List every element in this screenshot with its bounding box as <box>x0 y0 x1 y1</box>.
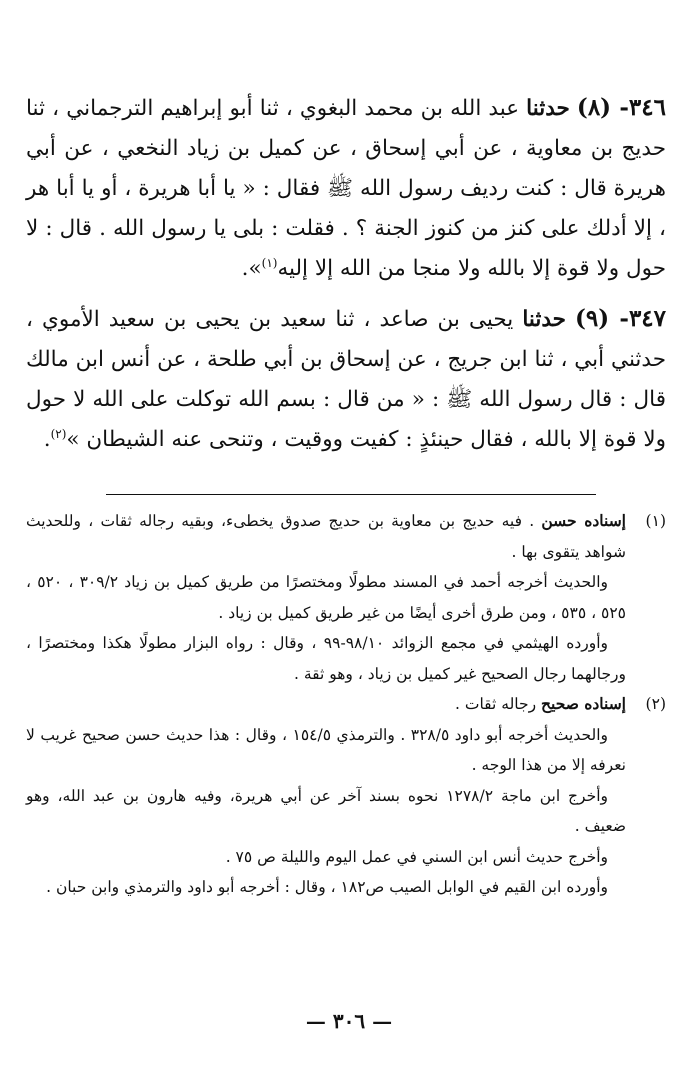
footnote-ref: (١) <box>261 255 278 270</box>
hadith-347 <box>26 299 666 460</box>
hadith-closing: . <box>43 427 51 452</box>
footnote-lead: إسناده حسن <box>541 511 626 530</box>
hadith-number: ٣٤٦- (٨) <box>576 94 666 121</box>
footnote-paragraph: وأورده الهيثمي في مجمع الزوائد ٩٨/١٠-٩٩ ، وقال : رواه البزار مطولًا هكذا ومختصرًا ، ورجالهما رجال الصحيح غير كميل بن زياد ، وهو ثقة . <box>26 634 626 683</box>
footnote-paragraph <box>26 506 626 567</box>
footnote-paragraph: والحديث أخرجه أحمد في المسند مطولًا ومختصرًا من طريق كميل بن زياد ٣٠٩/٢ ، ٥٢٠ ، ٥٢٥ ، ٥٣٥ ، ومن طرق أخرى أيضًا من غير طريق كميل بن زياد . <box>26 573 626 622</box>
hadith-text: عبد الله بن محمد البغوي ، ثنا أبو إبراهيم الترجماني ، ثنا حديج بن معاوية ، عن أبي إسحاق ، عن كميل بن زياد النخعي ، عن أبي هريرة قال : كنت رديف رسول الله ﷺ فقال : « يا أبا هريرة ، أو يا أبا هر ، إلا أدلك على كنز من كنوز الجنة ؟ . فقلت : بلى يا رسول الله . قال : لا حول ولا قوة إلا بالله ولا منجا من الله إلا إليه <box>26 96 666 281</box>
hadith-number: ٣٤٧- (٩) <box>575 305 666 332</box>
footnote-ref: (٢) <box>50 426 67 441</box>
page-number: — ٣٠٦ — <box>305 1009 393 1033</box>
footnote-text: رجاله ثقات . <box>455 695 537 713</box>
footnotes <box>26 506 666 903</box>
hadith-text: يحيى بن صاعد ، ثنا سعيد بن يحيى بن سعيد الأموي ، حدثني أبي ، ثنا ابن جريج ، عن إسحاق بن أبي طلحة ، عن أنس ابن مالك قال : قال رسول الله ﷺ : « من قال : بسم الله توكلت على الله لا حول ولا قوة إلا بالله ، فقال حينئذٍ : كفيت ووقيت ، وتنحى عنه الشيطان » <box>26 307 666 452</box>
footnote-text: . فيه حديج بن معاوية بن حديج صدوق يخطىء، وبقيه رجاله ثقات ، وللحديث شواهد يتقوى بها . <box>26 512 626 561</box>
footnote-lead: إسناده صحيح <box>541 694 626 713</box>
footnote-paragraph: والحديث أخرجه أبو داود ٣٢٨/٥ . والترمذي ١٥٤/٥ ، وقال : هذا حديث حسن صحيح غريب لا نعرفه إلا من هذا الوجه . <box>26 725 626 774</box>
footnote-1 <box>26 506 666 689</box>
hadith-opening: حدثنا <box>526 96 570 121</box>
hadith-closing: ». <box>241 256 262 281</box>
footnote-paragraph: وأخرج ابن ماجة ١٢٧٨/٢ نحوه بسند آخر عن أبي هريرة، وفيه هارون بن عبد الله، وهو ضعيف . <box>26 786 626 835</box>
footnote-number: (٢) <box>645 695 666 713</box>
main-text <box>26 88 666 470</box>
footnote-paragraph <box>26 689 626 720</box>
footnote-2 <box>26 689 666 903</box>
footnote-divider <box>106 494 596 495</box>
hadith-346 <box>26 88 666 289</box>
footnote-paragraph: وأخرج حديث أنس ابن السني في عمل اليوم والليلة ص ٧٥ . <box>225 847 608 866</box>
footnote-number: (١) <box>645 512 666 530</box>
hadith-opening: حدثنا <box>522 307 566 332</box>
footnote-paragraph: وأورده ابن القيم في الوابل الصيب ص١٨٢ ، وقال : أخرجه أبو داود والترمذي وابن حبان . <box>46 878 608 896</box>
